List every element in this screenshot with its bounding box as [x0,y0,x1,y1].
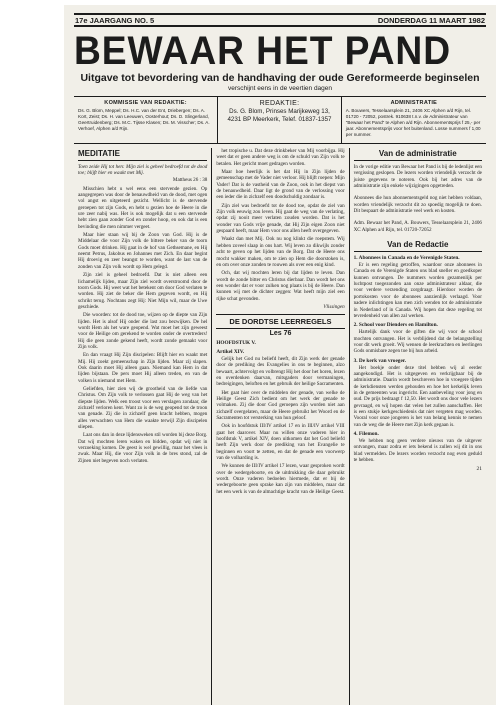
column-right [349,148,486,705]
admin-block [342,97,486,143]
meditatie-paragraph: Die woorden: tot de dood toe, wijzen op de diepte van Zijn lijden. Het is alsof Hij onder die last zou bezwijken. De hel wordt Hem als het ware geopend. Wat moet het zijn geweest voor de Heilige om gerekend te worden onder de overtreders! Hij die geen zonde gekend heeft, wordt zonde gemaakt voor Zijn volk. [78,312,208,350]
leerregels-lesson: Les 76 [269,329,292,337]
editor-block [218,97,342,143]
meditatie-continued-paragraph: Maar hoe heerlijk is het dat Hij in Zijn lijden de gemeenschap met de Vader niet verloor. Hij blijft roepen: Mijn Vader! Dat is de vastheid van de Zoon, ook in het diepst van de benauwdheid. Daar ligt de grond van de verlossing voor een ieder die in zichzelf een doodschuldig zondaar is. [216,169,345,201]
leerregels-paragraph: We kunnen de III/IV artikel 17 lezen, waar gesproken wordt over de wedergeboorte, en de uitdrukking die daar gebruikt wordt. Onze vaderen bedoelen hiermede, dat er bij de wedergeboorte geen sprake kan zijn van middelen, maar dat het een werk is van de almachtige kracht van de Heilige Geest. [216,463,345,495]
newspaper-page [64,5,496,705]
meditatie-paragraph: Geliefden, hier zien wij de grootheid van de liefde van Christus. Om Zijn volk te verlossen gaat Hij de weg van het diepste lijden. Welk een troost voor een verslagen zondaar, die zichzelf verloren kent. Want zo is de weg geopend tot de troon van genade. Zij die in zichzelf geen kracht hebben, mogen alles verwachten van Hem die waakte terwijl Zijn discipelen sliepen. [78,386,208,431]
issue-number: 17e JAARGANG NO. 5 [75,15,155,25]
admin-paragraph: Adm. Bewaar het Pand, A. Bouwers, Tesselaarsplein 21, 2406 XC Alphen a/d Rijn, tel. 01720-72052 [353,220,482,233]
redactie-item-heading: 4. Filemon. [353,431,379,437]
masthead-title: BEWAAR HET PAND [74,29,451,73]
issue-date: DONDERDAG 11 MAART 1982 [377,15,485,25]
leerregels-paragraph: Het gaat hier over de middelen der genade, van welke de Heilige Geest Zich bedient om het werk der genade te volmaken. Zij die door God geroepen zijn worden niet aan zichzelf overgelaten, maar de Heere gebruikt het Woord en de Sacramenten tot versterking van hun geloof. [216,389,345,421]
redactie-item-text: We hebben nog geen verdere nieuws van de uitgever ontvangen, maar zodra er iets bekend is zullen wij dit in ons blad vermelden. De lezers worden verzocht nog even geduld te hebben. [353,438,482,464]
editor-name: Ds. G. Blom, Prinses Marijkeweg 13, [229,108,330,115]
meditatie-continued-paragraph: Waakt dan met Mij. Ook nu nog klinkt die roepstem. Wij hebben zoveel slaap in ons hart. Wij leven zo dikwijls zonder acht te geven op het lijden van de Borg. Dat de Heere ons mocht wakker maken, om te zien op Hem die doorstoken is, en om over onze zonden te rouwen als over een enig kind. [216,236,345,268]
chapter-heading: HOOFDSTUK V. [216,339,256,346]
redactie-item-text: Hartelijk dank voor de giften die wij voor de school mochten ontvangen. Het is verblijdend dat de belangstelling voor dit werk groeit. Wij wensen de leerkrachten en leerlingen Gods onmisbare zegen toe bij hun arbeid. [353,329,482,355]
commission-block [74,97,218,143]
commission-text: Ds. G. Blom, Meppel; Ds. H.C. van der Ent, Driebergen; Ds. A. Kort, Zeist; Ds. H. van Leeuwen, Oosterhout; Ds. D. Slingerland, Geertruidenberg; Ds. M.C. Tijsse Klasen; Ds. M. Visscher; Ds. A. Verhoef, Alphen a/d Rijn. [78,108,210,131]
redactie-item-heading: 1. Abonnees in Canada en de Verenigde Staten. [353,255,460,262]
column-middle [211,148,348,705]
article-heading: Artikel XIV. [216,348,245,355]
commission-title: KOMMISSIE VAN REDAKTIE: [104,100,187,106]
meditatie-continued-paragraph: Och, dat wij mochten leren bij dat lijden te leven. Dan wordt de zonde bitter en Christus dierbaar. Dan wordt het ons een wonder dat er voor zulken nog plaats is bij de Heere. Dan kunnen wij met de dichter zeggen: Wat heeft mijn ziel een rijke schat gevonden. [216,270,345,302]
meditatie-continued-paragraph: Zijn ziel was bedroefd tot de dood toe, opdat de ziel van Zijn volk eeuwig zou leven. Hij gaat de weg van de verlating, opdat zij nooit meer verlaten zouden worden. Dat is het wonder van Gods vrije genade, dat Hij Zijn eigen Zoon niet gespaard heeft, maar Hem voor ons allen heeft overgegeven. [216,202,345,235]
meditatie-paragraph: Laat ons dan in deze lijdensweken stil worden bij deze Borg. Dat wij mochten leren waken en bidden, opdat wij niet in verzoeking komen. De geest is wel gewillig, maar het vlees is zwak. Maar Hij, die voor Zijn volk in de bres stond, zal de Zijnen niet begeven noch verlaten. [78,432,208,464]
masthead-tagline: verschijnt eens in de veertien dagen [227,85,333,92]
masthead-subtitle: Uitgave tot bevordering van de handhaving der oude Gereformeerde beginselen [80,72,480,84]
admin-title: ADMINISTRATIE [390,100,438,106]
meditatie-quote: Toen zeide Hij tot hen: Mijn ziel is geheel bedroefd tot de dood toe; blijft hier en waakt met Mij. [78,164,208,177]
meditatie-continued-paragraph: het tropische u. Dat deze drinkbeker van Mij voorbijga. Hij weet dat er geen andere weg is om de schuld van Zijn volk te betalen. Het gericht moet gedragen worden. [216,148,345,167]
admin-paragraph: Abonnees die hun abonnementsgeld nog niet hebben voldaan, worden vriendelijk verzocht dit zo spoedig mogelijk te doen. Dit bespaart de administratie veel werk en kosten. [353,195,482,215]
info-box [74,96,486,144]
meditatie-paragraph: Maar hier staan wij bij de Zoon van God. Hij is de Middelaar die voor Zijn volk de bittere beker van de toorn Gods moet drinken. Hij gaat in de hof van Gethsemane, en Hij neemt Petrus, Jakobus en Johannes met Zich. En daar begint Hij droevig en zeer beangst te worden, want de last van de zonden van Zijn volk wordt op Hem gelegd. [78,232,208,270]
meditatie-heading: MEDITATIE [78,148,207,161]
leerregels-paragraph: Ook in hoofdstuk III/IV artikel 17 en in III/IV artikel VIII gaat het daarover. Maar nu willen onze vaderen hier in hoofdstuk V, artikel XIV, doen uitkomen dat het God beliefd heeft Zijn werk door de prediking van het Evangelie te beginnen en voort te zetten, en dat de genade een voorwerp van de volharding is. [216,423,345,462]
editor-title: REDAKTIE: [259,100,300,107]
article-columns [74,148,486,705]
leerregels-paragraph: Gelijk het God nu beliefd heeft, dit Zijn werk der genade door de prediking des Evangelies in ons te beginnen, alzo bewaart, achtervolgt en volbrengt Hij het door het horen, lezen en overdenken daarvan, mitsgaders door vermaningen, bedreigingen, beloften en het gebruik der heilige Sacramenten. [216,355,345,388]
redactie-item-heading: 2. School voor Dienders en Hamilton. [353,322,438,329]
admin-paragraph: In de vorige editie van Bewaar het Pand is bij de ledenlijst een vergissing geslopen. De lezers worden vriendelijk verzocht de juiste gegevens te noteren. Ook bij het adres van de administratie zijn enkele wijzigingen opgetreden. [353,164,482,190]
admin-heading: Van de administratie [354,148,482,161]
leerregels-heading: DE DORDTSE LEERREGELS [216,314,344,329]
meditatie-paragraph: Misschien hebt u wel eens een stervende gezien. Op aangegrepen was door de benauwdheid van de dood, met ogen vol angst en uitgeteerd gezicht. Wellicht is de stervende geroepen tot zijn Gods, en hebt u gezien hoe de Heere in die ure zeer nabij was. Het is ook mogelijk dat u een stervende hebt zien gaan zonder God en zonder hoop, en ook dat is een bevinding die men nimmer vergeet. [78,185,208,230]
meditatie-signature: Vlissingen [323,303,345,310]
redactie-item-heading: 3. De kerk van vroeger. [353,357,406,364]
column-left [74,148,211,705]
meditatie-paragraph: En dan vraagt Hij Zijn discipelen: Blijft hier en waakt met Mij. Hij zoekt gemeenschap in Zijn lijden. Maar zij slapen. Ook daarin moet Hij alleen gaan. Niemand kan Hem in dat lijden bijstaan. De pers moet Hij alleen treden, en van de volken is niemand met Hem. [78,352,208,384]
meditatie-reference: Mattheus 26 : 38 [172,176,208,183]
editor-address: 4231 BP Meerkerk, Telef. 01837-1357 [227,116,332,123]
redactie-item-text: Het boekje onder deze titel hebben wij al eerder aangekondigd. Het is uitgegeven en verkrijgbaar bij de administratie. Daarin wordt beschreven hoe in vroegere tijden de kerkdiensten werden gehouden en hoe het kerkelijk leven in de gemeenten was ingericht. Een aanbeveling voor jong en oud. De prijs bedraagt f 12,50. Het wordt ons door vele lezers gevraagd, en wij hopen dat velen het zullen aanschaffen. Het is een stukje kerkgeschiedenis dat niet vergeten mag worden. Vooral voor onze jongeren is het van belang kennis te nemen van de weg die de Heere met Zijn kerk gegaan is. [353,364,482,428]
redactie-heading: Van de Redactie [354,239,482,252]
page-number: 21 [476,466,482,473]
issue-bar [74,13,486,27]
admin-text: A. Bouwers, Tesselaarsplein 21, 2406 XC Alphen a/d Rijn, tel. 01720 - 72052, postrek. 910638 t.n.v. de Administrateur van "Bewaar het Pand" te Alphen a/d Rijn. Abonnementsprijs f 25,- per jaar. Abonnementsprijs voor het buitenland. Losse nummers f 1,00 per nummer. [345,108,481,137]
redactie-item-text: Er is een regeling getroffen, waardoor onze abonnees in Canada en de Verenigde Staten ons blad sneller en goedkoper kunnen ontvangen. De nummers worden gezamenlijk per luchtpost toegezonden aan onze administrateur aldaar, die voor verdere verzending zorgdraagt. Hierdoor worden de portokosten voor de abonnees aanzienlijk verlaagd. Voor nadere inlichtingen kan men zich wenden tot de administratie in Nederland of in Canada. Wij hopen dat deze regeling tot tevredenheid van allen zal werken. [353,262,482,319]
meditatie-paragraph: Zijn ziel is geheel bedroefd. Dat is niet alleen een lichamelijk lijden, maar Zijn ziel wordt overstroomd door de toorn Gods. Hij weet wat het betekent om door God verlaten te worden. Hij ziet de beker die Hem gegeven wordt, en Hij schrikt terug. Nochtans zegt Hij: Niet Mijn wil, maar de Uwe geschiede. [78,272,208,310]
